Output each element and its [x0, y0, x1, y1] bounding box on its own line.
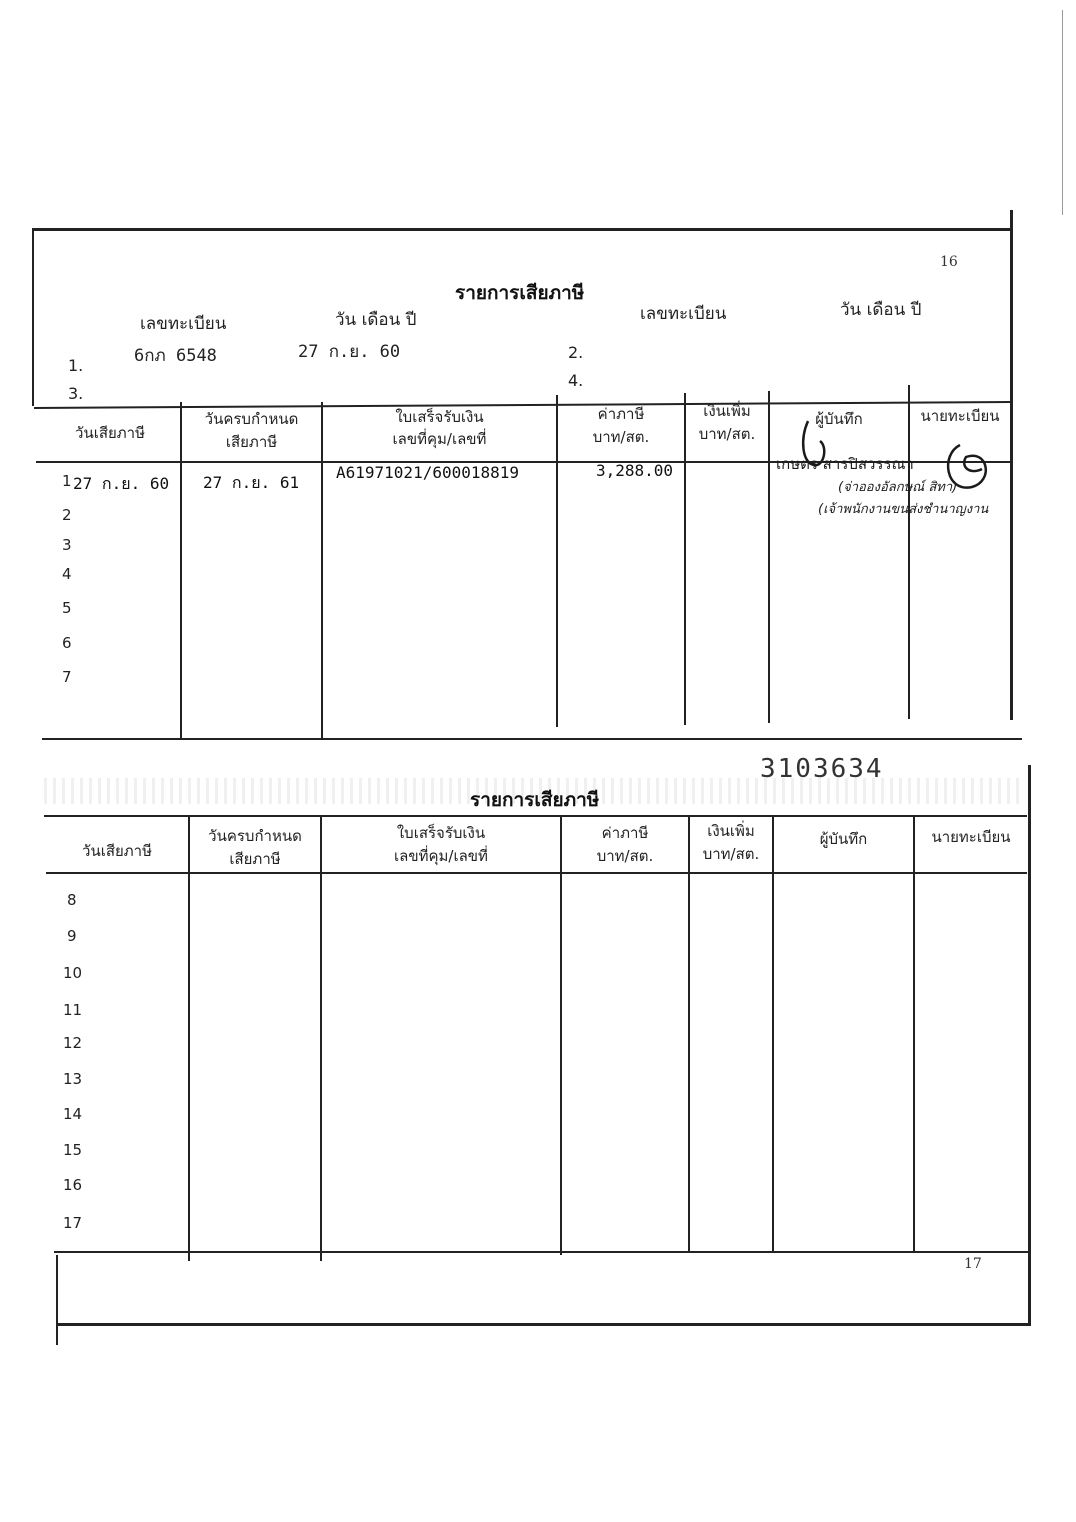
- t2-th-receipt-1: ใบเสร็จรับเงิน: [396, 824, 486, 842]
- t2-row-number: 11: [63, 1001, 83, 1019]
- table2-col-line-3: [560, 817, 562, 1255]
- t1-row-number: 2: [62, 506, 72, 524]
- table1-col-line-2: [321, 402, 323, 738]
- entry-3-no: 3.: [68, 384, 84, 403]
- entry-1-date: 27 ก.ย. 60: [298, 342, 401, 362]
- t1-row-number: 7: [62, 668, 72, 686]
- t2-th-registrar: นายทะเบียน: [931, 828, 1011, 846]
- bottom-border: [56, 1323, 1031, 1326]
- table2-header-bottom-line: [46, 872, 1027, 874]
- table2-col-line-4: [688, 817, 690, 1253]
- page-number-bottom: 17: [964, 1256, 982, 1272]
- t2-row-number: 17: [63, 1214, 83, 1232]
- section-title-1: รายการเสียภาษี: [455, 282, 585, 304]
- t2-row-number: 9: [67, 927, 77, 945]
- page-number-top: 16: [940, 254, 958, 270]
- t1-th-due-2: เสียภาษี: [225, 433, 278, 451]
- t2-row-number: 16: [63, 1176, 83, 1194]
- scan-edge: [1062, 10, 1063, 215]
- label-reg-left: เลขทะเบียน: [140, 314, 227, 334]
- t1-th-tax-2: บาท/สต.: [592, 428, 650, 446]
- t2-row-number: 12: [63, 1034, 83, 1052]
- t1-th-receipt-2: เลขที่คุม/เลขที่: [392, 430, 487, 448]
- tax-record-sheet: [30, 210, 1040, 1345]
- top-border: [34, 228, 1012, 231]
- section-title-2: รายการเสียภาษี: [470, 789, 600, 811]
- label-date-right: วัน เดือน ปี: [840, 300, 922, 320]
- t1-row-number: 4: [62, 565, 72, 583]
- entry-1-plate: 6กภ 6548: [134, 346, 217, 366]
- t2-th-tax-1: ค่าภาษี: [601, 824, 649, 842]
- entry-1-no: 1.: [68, 356, 84, 375]
- table1-bottom-line: [42, 738, 1022, 740]
- table2-header-top-line: [44, 815, 1027, 817]
- t1-th-receipt-1: ใบเสร็จรับเงิน: [395, 408, 484, 426]
- table1-col-line-5: [768, 391, 770, 723]
- entry-2-no: 2.: [568, 343, 584, 362]
- t2-th-pay-date: วันเสียภาษี: [82, 842, 152, 860]
- t1-th-registrar: นายทะเบียน: [920, 407, 1000, 425]
- t2-row-number: 15: [63, 1141, 83, 1159]
- table2-bottom-line: [54, 1251, 1029, 1253]
- t1-row-number: 1: [62, 472, 72, 490]
- signature-stroke: [790, 415, 1020, 515]
- t2-th-tax-2: บาท/สต.: [596, 847, 654, 865]
- left-border-upper: [32, 228, 34, 406]
- t1-row-number: 5: [62, 599, 72, 617]
- table2-col-line-5: [772, 817, 774, 1253]
- t1-th-due-1: วันครบกำหนด: [204, 410, 299, 428]
- entry-4-no: 4.: [568, 371, 584, 390]
- t1-entry-due-date: 27 ก.ย. 61: [203, 473, 300, 492]
- t2-th-extra-1: เงินเพิ่ม: [707, 822, 755, 840]
- t1-th-recorder: ผู้บันทึก: [815, 410, 863, 428]
- t1-th-extra-2: บาท/สต.: [698, 425, 756, 443]
- t1-row-number: 3: [62, 536, 72, 554]
- left-border-lower: [56, 1255, 58, 1345]
- t2-th-due-1: วันครบกำหนด: [208, 827, 302, 845]
- t2-row-number: 14: [63, 1105, 83, 1123]
- table2-col-line-6: [913, 817, 915, 1251]
- label-reg-right: เลขทะเบียน: [640, 304, 727, 324]
- t1-th-extra-1: เงินเพิ่ม: [703, 402, 751, 420]
- right-border-lower: [1028, 765, 1031, 1325]
- table2-col-line-1: [188, 817, 190, 1261]
- serial-number: 3103634: [760, 754, 884, 784]
- t1-row-number: 6: [62, 634, 72, 652]
- t2-th-due-2: เสียภาษี: [229, 850, 281, 868]
- t2-th-extra-2: บาท/สต.: [702, 845, 760, 863]
- t2-row-number: 10: [63, 964, 83, 982]
- t2-row-number: 8: [67, 891, 77, 909]
- t2-th-recorder: ผู้บันทึก: [819, 830, 868, 848]
- t1-entry-tax: 3,288.00: [596, 461, 674, 480]
- t1-th-tax-1: ค่าภาษี: [597, 405, 645, 423]
- table2-col-line-2: [320, 817, 322, 1261]
- t1-entry-receipt: A61971021/600018819: [336, 463, 520, 482]
- recorder-stamp-sub: (จ่าอองอัลกษณ์ สิทา): [838, 480, 958, 495]
- t1-th-pay-date: วันเสียภาษี: [75, 424, 145, 442]
- label-date-left: วัน เดือน ปี: [335, 310, 417, 330]
- recorder-stamp-name: เกษตร สารปิสวรรณา: [776, 455, 914, 473]
- t1-entry-pay-date: 27 ก.ย. 60: [73, 474, 170, 493]
- t2-row-number: 13: [63, 1070, 83, 1088]
- t2-th-receipt-2: เลขที่คุม/เลขที่: [394, 847, 488, 865]
- recorder-stamp-position: (เจ้าพนักงานขนส่งชำนาญงาน: [818, 502, 989, 517]
